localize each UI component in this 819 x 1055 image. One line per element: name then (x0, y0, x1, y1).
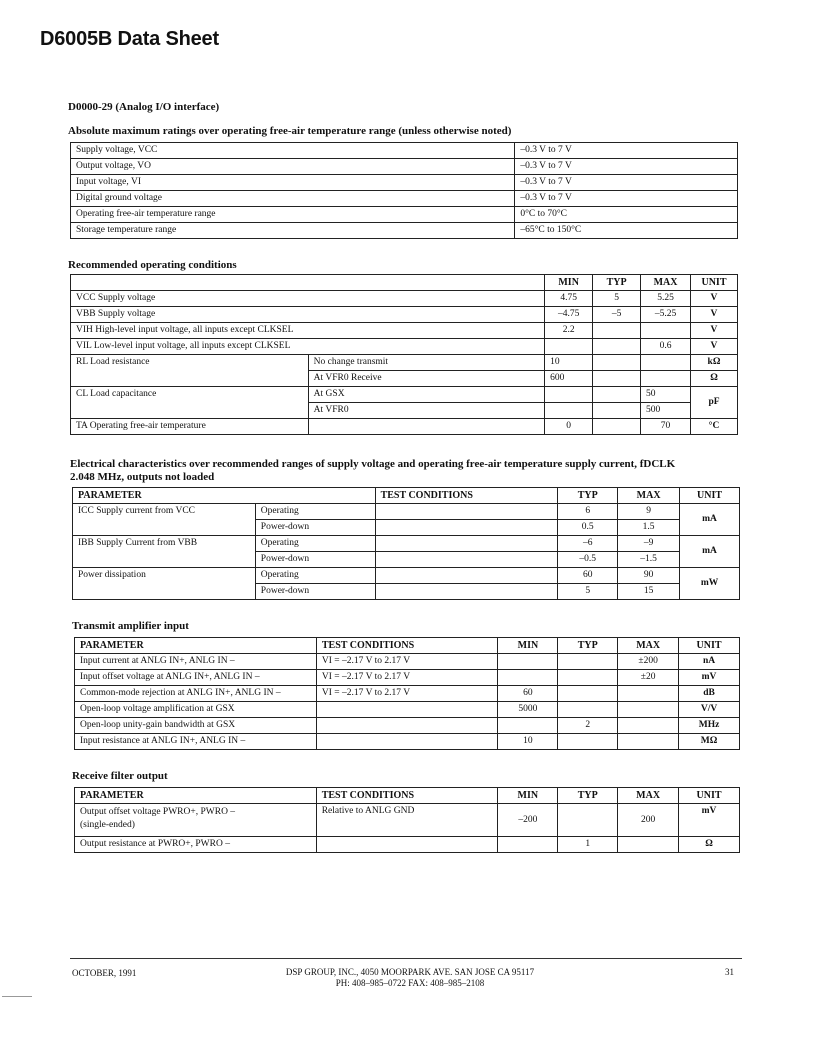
rec-op-label: VIL Low-level input voltage, all inputs except CLKSEL (71, 339, 545, 355)
table-row (73, 504, 740, 520)
tx-typ: 2 (558, 718, 618, 734)
cl-label: CL Load capacitance (71, 387, 309, 419)
ibb-unit: mA (680, 536, 740, 568)
col-max: MAX (618, 788, 679, 804)
icc-label: ICC Supply current from VCC (73, 504, 256, 536)
rl-min-1: 10 (545, 355, 593, 371)
tx-unit: mV (679, 670, 740, 686)
table-row (71, 419, 738, 435)
rx-row2-label: Output resistance at PWRO+, PWRO – (75, 837, 317, 853)
ta-max: 70 (641, 419, 691, 435)
table-row (71, 323, 738, 339)
table-row (73, 568, 740, 584)
rec-op-max: 5.25 (641, 291, 691, 307)
col-unit: UNIT (679, 638, 740, 654)
rx-row1-label-l1: Output offset voltage PWRO+, PWRO – (80, 807, 236, 817)
abs-max-value: 0°C to 70°C (515, 207, 738, 223)
table-row (75, 686, 740, 702)
tx-max (618, 686, 679, 702)
cl-unit: pF (690, 387, 737, 419)
elec-header-row (73, 488, 740, 504)
tx-typ (558, 670, 618, 686)
col-max: MAX (618, 488, 680, 504)
tx-label: Open-loop voltage amplification at GSX (75, 702, 317, 718)
pd-label: Power dissipation (73, 568, 256, 600)
col-max: MAX (618, 638, 679, 654)
rec-op-min (545, 339, 593, 355)
tx-test (316, 702, 498, 718)
abs-max-value: –0.3 V to 7 V (515, 175, 738, 191)
cl-max-1: 50 (641, 387, 691, 403)
rx-header-row (75, 788, 740, 804)
tx-unit: V/V (679, 702, 740, 718)
pd-cond-1: Operating (255, 568, 375, 584)
rec-op-max: 0.6 (641, 339, 691, 355)
table-row (71, 355, 738, 371)
ibb-test-2 (375, 552, 558, 568)
pd-unit: mW (680, 568, 740, 600)
rec-op-header-blank (71, 275, 545, 291)
table-row (71, 191, 738, 207)
rec-op-label: VCC Supply voltage (71, 291, 545, 307)
pd-max-2: 15 (618, 584, 680, 600)
rec-op-heading: Recommended operating conditions (68, 259, 237, 271)
footer-date: OCTOBER, 1991 (72, 968, 137, 978)
tx-unit: dB (679, 686, 740, 702)
tx-unit: MΩ (679, 734, 740, 750)
pd-cond-2: Power-down (255, 584, 375, 600)
col-parameter: PARAMETER (75, 638, 317, 654)
tx-typ (558, 702, 618, 718)
table-row (75, 734, 740, 750)
elec-heading-line1: Electrical characteristics over recommended ranges of supply voltage and operating free-air temperature supply current, fDCLK (70, 458, 676, 470)
table-row (75, 670, 740, 686)
tx-max (618, 718, 679, 734)
table-row (71, 143, 738, 159)
tx-max: ±20 (618, 670, 679, 686)
col-test-conditions: TEST CONDITIONS (316, 788, 498, 804)
abs-max-label: Storage temperature range (71, 223, 515, 239)
tx-header-row (75, 638, 740, 654)
pd-test-2 (375, 584, 558, 600)
icc-test-1 (375, 504, 558, 520)
ta-label: TA Operating free-air temperature (71, 419, 309, 435)
abs-max-label: Output voltage, VO (71, 159, 515, 175)
rec-op-table (70, 274, 738, 435)
tx-test: VI = –2.17 V to 2.17 V (316, 686, 498, 702)
rl-label: RL Load resistance (71, 355, 309, 387)
elec-heading-line2: 2.048 MHz, outputs not loaded (70, 471, 215, 483)
footer-rule (70, 958, 742, 959)
table-row (71, 339, 738, 355)
cl-cond-1: At GSX (308, 387, 545, 403)
col-test-conditions: TEST CONDITIONS (316, 638, 498, 654)
rl-min-2: 600 (545, 371, 593, 387)
col-unit: UNIT (679, 788, 740, 804)
table-row (71, 291, 738, 307)
tx-test (316, 718, 498, 734)
section-title: D0000-29 (Analog I/O interface) (68, 101, 220, 113)
ta-unit: °C (690, 419, 737, 435)
ta-min: 0 (545, 419, 593, 435)
tx-max: ±200 (618, 654, 679, 670)
rec-op-max (641, 323, 691, 339)
tx-typ (558, 654, 618, 670)
elec-table (72, 487, 740, 600)
tx-label: Open-loop unity-gain bandwidth at GSX (75, 718, 317, 734)
icc-cond-1: Operating (255, 504, 375, 520)
tx-test: VI = –2.17 V to 2.17 V (316, 670, 498, 686)
tx-table (74, 637, 740, 750)
abs-max-heading: Absolute maximum ratings over operating free-air temperature range (unless otherwise noted) (68, 125, 512, 137)
pd-typ-1: 60 (558, 568, 618, 584)
abs-max-label: Operating free-air temperature range (71, 207, 515, 223)
col-parameter: PARAMETER (75, 788, 317, 804)
ibb-test-1 (375, 536, 558, 552)
col-unit: UNIT (690, 275, 737, 291)
margin-mark (2, 996, 32, 997)
tx-min: 10 (498, 734, 558, 750)
col-typ: TYP (558, 638, 618, 654)
ibb-label: IBB Supply Current from VBB (73, 536, 256, 568)
rx-row2-unit: Ω (679, 837, 740, 853)
tx-label: Input current at ANLG IN+, ANLG IN – (75, 654, 317, 670)
ibb-cond-1: Operating (255, 536, 375, 552)
col-typ: TYP (558, 788, 618, 804)
col-min: MIN (545, 275, 593, 291)
abs-max-value: –65°C to 150°C (515, 223, 738, 239)
tx-unit: MHz (679, 718, 740, 734)
rx-row1-label-l2: (single-ended) (80, 820, 135, 830)
abs-max-value: –0.3 V to 7 V (515, 143, 738, 159)
col-typ: TYP (593, 275, 641, 291)
rl-unit-2: Ω (690, 371, 737, 387)
rec-op-min: –4.75 (545, 307, 593, 323)
table-row (71, 223, 738, 239)
cl-max-2: 500 (641, 403, 691, 419)
abs-max-label: Digital ground voltage (71, 191, 515, 207)
pd-test-1 (375, 568, 558, 584)
rx-row2-typ: 1 (558, 837, 618, 853)
icc-unit: mA (680, 504, 740, 536)
rec-op-max: –5.25 (641, 307, 691, 323)
col-min: MIN (498, 788, 558, 804)
tx-unit: nA (679, 654, 740, 670)
table-row (75, 702, 740, 718)
pd-typ-2: 5 (558, 584, 618, 600)
icc-max-1: 9 (618, 504, 680, 520)
tx-heading: Transmit amplifier input (72, 620, 189, 632)
rx-row1-unit: mV (679, 804, 740, 837)
rec-op-unit: V (690, 323, 737, 339)
col-typ: TYP (558, 488, 618, 504)
col-unit: UNIT (680, 488, 740, 504)
rec-op-typ (593, 323, 641, 339)
rl-unit-1: kΩ (690, 355, 737, 371)
table-row (71, 307, 738, 323)
footer-company: DSP GROUP, INC., 4050 MOORPARK AVE. SAN JOSE CA 95117 (285, 967, 535, 977)
rx-heading: Receive filter output (72, 770, 168, 782)
footer-phone: PH: 408–985–0722 FAX: 408–985–2108 (335, 978, 485, 988)
rl-cond-2: At VFR0 Receive (308, 371, 545, 387)
rx-row1-min: –200 (498, 804, 558, 837)
table-row (75, 837, 740, 853)
tx-test (316, 734, 498, 750)
table-row (71, 207, 738, 223)
rl-cond-1: No change transmit (308, 355, 545, 371)
col-min: MIN (498, 638, 558, 654)
tx-min: 5000 (498, 702, 558, 718)
rec-op-typ: –5 (593, 307, 641, 323)
tx-typ (558, 734, 618, 750)
col-parameter: PARAMETER (73, 488, 376, 504)
page-title: D6005B Data Sheet (40, 28, 219, 50)
tx-min (498, 718, 558, 734)
table-row (75, 804, 740, 837)
footer-page-number: 31 (725, 967, 734, 977)
cl-cond-2: At VFR0 (308, 403, 545, 419)
table-row (73, 536, 740, 552)
table-row (75, 718, 740, 734)
tx-min (498, 654, 558, 670)
rec-op-label: VBB Supply voltage (71, 307, 545, 323)
tx-max (618, 702, 679, 718)
rec-op-typ (593, 339, 641, 355)
tx-min (498, 670, 558, 686)
rx-row1-label (75, 804, 317, 837)
col-max: MAX (641, 275, 691, 291)
icc-max-2: 1.5 (618, 520, 680, 536)
ibb-max-2: –1.5 (618, 552, 680, 568)
tx-min: 60 (498, 686, 558, 702)
rec-op-unit: V (690, 339, 737, 355)
table-row (75, 654, 740, 670)
rec-op-min: 4.75 (545, 291, 593, 307)
rec-op-typ: 5 (593, 291, 641, 307)
abs-max-value: –0.3 V to 7 V (515, 191, 738, 207)
tx-test: VI = –2.17 V to 2.17 V (316, 654, 498, 670)
rec-op-unit: V (690, 291, 737, 307)
tx-typ (558, 686, 618, 702)
table-row (71, 159, 738, 175)
icc-cond-2: Power-down (255, 520, 375, 536)
abs-max-value: –0.3 V to 7 V (515, 159, 738, 175)
rx-row1-max: 200 (618, 804, 679, 837)
ibb-cond-2: Power-down (255, 552, 375, 568)
rec-op-unit: V (690, 307, 737, 323)
icc-typ-1: 6 (558, 504, 618, 520)
pd-max-1: 90 (618, 568, 680, 584)
rx-table (74, 787, 740, 853)
tx-label: Input offset voltage at ANLG IN+, ANLG IN – (75, 670, 317, 686)
rec-op-header-row (71, 275, 738, 291)
abs-max-label: Supply voltage, VCC (71, 143, 515, 159)
abs-max-table (70, 142, 738, 239)
icc-test-2 (375, 520, 558, 536)
tx-max (618, 734, 679, 750)
ibb-max-1: –9 (618, 536, 680, 552)
table-row (71, 387, 738, 403)
col-test-conditions: TEST CONDITIONS (375, 488, 558, 504)
abs-max-label: Input voltage, VI (71, 175, 515, 191)
rx-row1-test: Relative to ANLG GND (316, 804, 498, 837)
rec-op-min: 2.2 (545, 323, 593, 339)
rec-op-label: VIH High-level input voltage, all inputs except CLKSEL (71, 323, 545, 339)
table-row (71, 175, 738, 191)
tx-label: Common-mode rejection at ANLG IN+, ANLG IN – (75, 686, 317, 702)
ibb-typ-1: –6 (558, 536, 618, 552)
ibb-typ-2: –0.5 (558, 552, 618, 568)
icc-typ-2: 0.5 (558, 520, 618, 536)
tx-label: Input resistance at ANLG IN+, ANLG IN – (75, 734, 317, 750)
